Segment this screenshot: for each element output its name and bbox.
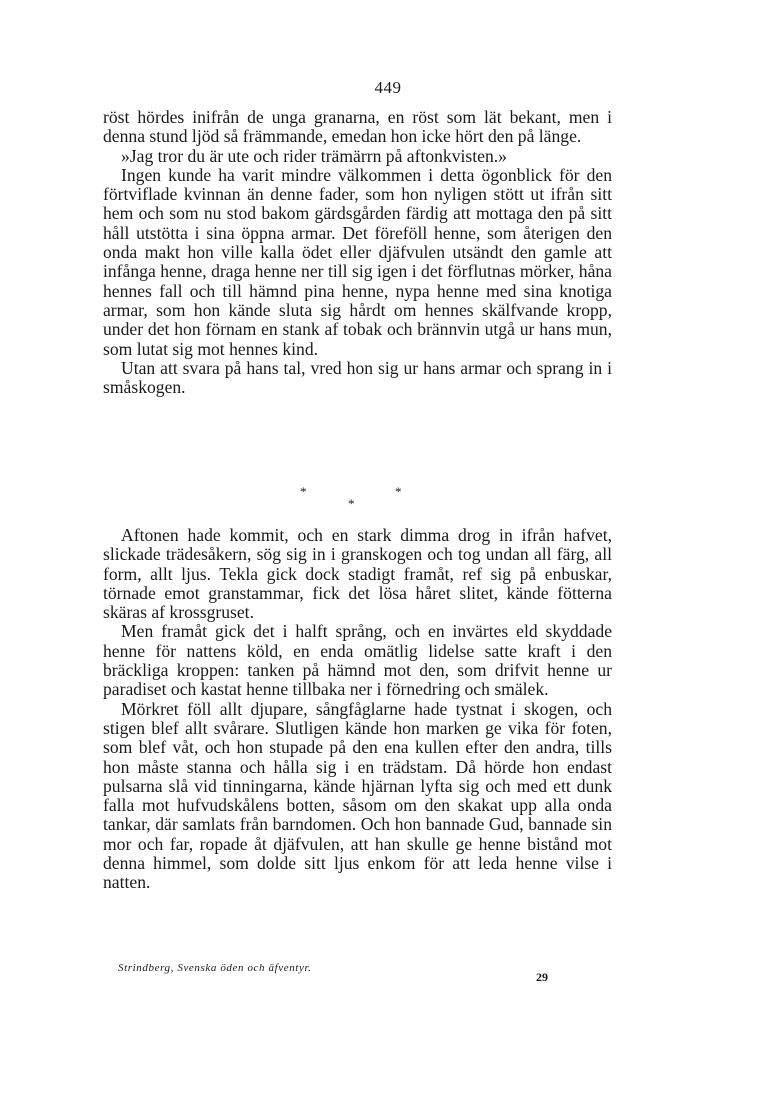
- paragraph: röst hördes inifrån de unga granarna, en röst som lät bekant, men i denna stund ljöd så främmande, emedan hon icke hört den på länge.: [103, 107, 612, 147]
- paragraph: »Jag tror du är ute och rider trämärrn på aftonkvisten.»: [121, 145, 507, 166]
- paragraph: Aftonen hade kommit, och en stark dimma drog in ifrån hafvet, slickade trädesåkern, sög sig in i granskogen och tog undan all färg, all form, allt ljus. Tekla gick dock stadigt framåt, ref sig på enbuskar, törnade emot granstammar, fick det lösa håret slitet, kände fötterna skäras af krossgruset.: [103, 525, 612, 623]
- paragraph: Mörkret föll allt djupare, sångfåglarne hade tystnat i skogen, och stigen blef allt svårare. Slutligen kände hon marken ge vika för foten, som blef våt, och hon stupade på den ena kullen efter den andra, tills hon måste stanna och hålla sig i en trädstam. Då hörde hon endast pulsarna slå vid tinningarna, kände hjärnan lyfta sig och med ett dunk falla mot hufvudskålens botten, såsom om den skakat upp alla onda tankar, där samlats från barndomen. Och hon bannade Gud, bannade sin mor och far, ropade åt djäfvulen, att han skulle ge henne bistånd mot denna himmel, som dolde sitt ljus enkom för att leda henne vilse i natten.: [103, 698, 612, 893]
- paragraph: Ingen kunde ha varit mindre välkommen i detta ögonblick för den förtviflade kvinnan än denne fader, som hon nyligen stött ut ifrån sitt hem och som nu stod bakom gärdsgården färdig att mottaga den på sitt håll utstötta i sina öppna armar. Det föreföll henne, som återigen den onda makt hon ville kalla ödet eller djäfvulen utsändt den gamle att infånga henne, draga henne ner till sig igen i det förflutnas mörker, håna hennes fall och till hämnd pina henne, nypa henne med sina knotiga armar, som hon kände sluta sig hårdt om hennes skälfvande kropp, under det hon förnam en stank af tobak och brännvin utgå ur hans mun, som lutat sig mot hennes kind.: [103, 164, 612, 359]
- signature-number: 29: [536, 970, 548, 984]
- paragraph: Men framåt gick det i halft språng, och en invärtes eld skyddade henne för nattens köld, en enda omätlig lidelse satte kraft i den bräckliga kroppen: tanken på hämnd mot den, som drifvit henne ur paradiset och kastat henne tillbaka ner i förnedring och smälek.: [103, 621, 612, 700]
- page-number: 449: [374, 78, 402, 97]
- section-break-star: *: [300, 484, 307, 499]
- section-break-star: *: [348, 496, 355, 511]
- text-block-top: [103, 108, 612, 397]
- text-block-bottom: [103, 526, 612, 893]
- paragraph: Utan att svara på hans tal, vred hon sig ur hans armar och sprang in i småskogen.: [103, 357, 612, 398]
- footer-signature: Strindberg, Svenska öden och äfventyr.: [118, 962, 312, 974]
- section-break-star: *: [395, 484, 402, 499]
- section-break: [290, 482, 420, 512]
